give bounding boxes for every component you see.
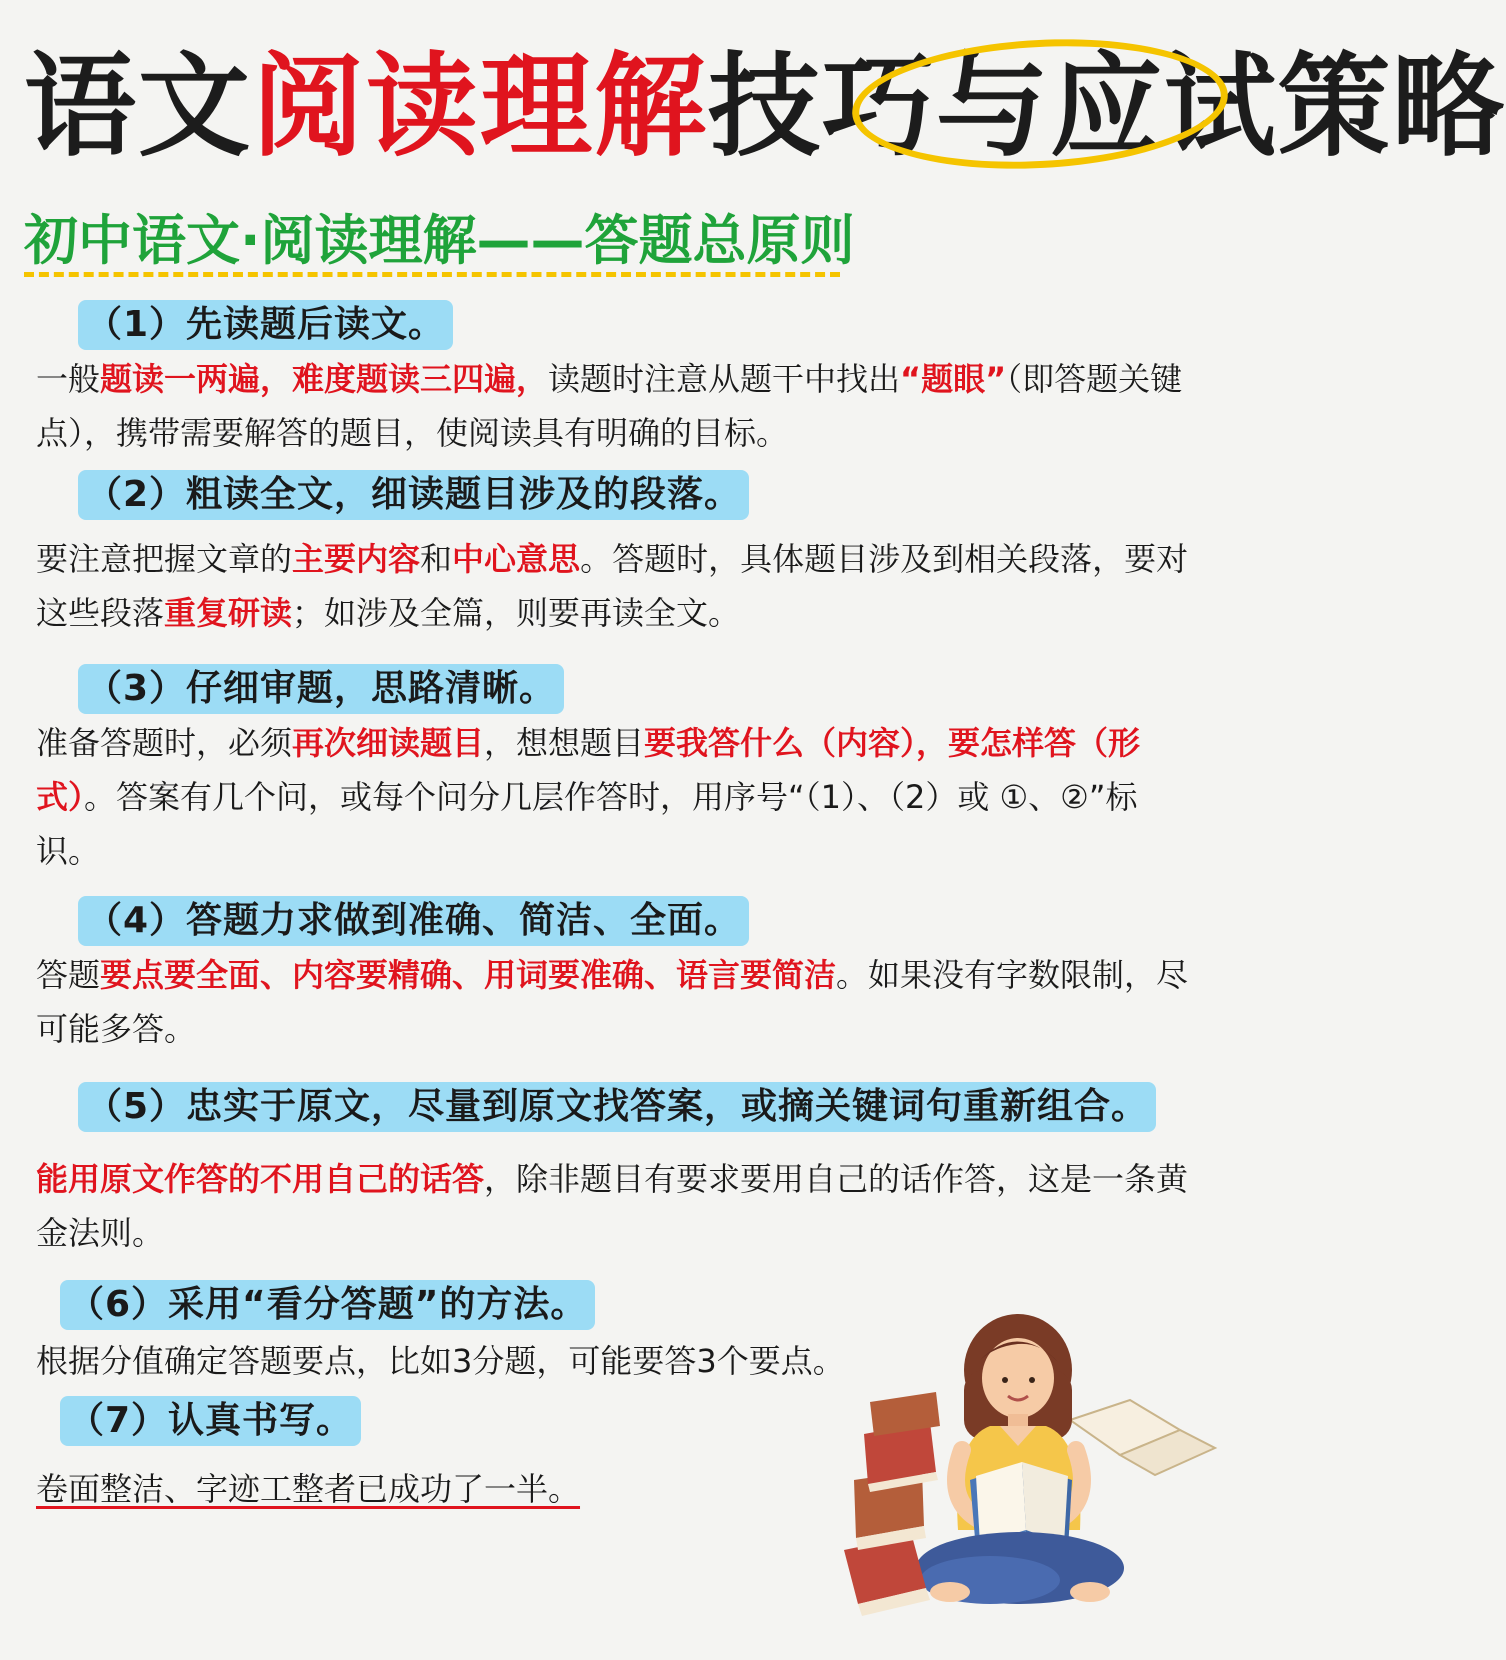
section-4-emphasis: 要点要全面、内容要精确、用词要准确、语言要简洁 <box>100 956 837 994</box>
section-3-emphasis: 要我答什么（内容），要怎样答（形式） <box>36 724 1141 816</box>
section-5-heading: （5）忠实于原文，尽量到原文找答案，或摘关键词句重新组合。 <box>78 1082 1156 1132</box>
title-part-4: 应试策略 <box>1050 42 1506 172</box>
section-7-part: 卷面整洁、字迹工整者已成功了一半。 <box>36 1470 581 1508</box>
section-4-heading: （4）答题力求做到准确、简洁、全面。 <box>78 896 749 946</box>
section-3-heading: （3）仔细审题，思路清晰。 <box>78 664 564 714</box>
section-1-emphasis: 题读一两遍，难度题读三四遍， <box>100 360 549 398</box>
section-1-part: （即答题关键点），携带需要解答的题目，使阅读具有明确的目标。 <box>36 360 1183 452</box>
section-6-text <box>36 1334 896 1388</box>
page-subtitle: 初中语文·阅读理解——答题总原则 <box>24 209 855 272</box>
section-5-part: ，除非题目有要求要用自己的话作答，这是一条黄金法则。 <box>36 1160 1189 1252</box>
section-1-part: 读题时注意从题干中找出 <box>548 360 901 398</box>
section-1-emphasis: “题眼” <box>900 360 1007 398</box>
section-3-text <box>36 716 1196 878</box>
section-6-part: 根据分值确定答题要点，比如3分题，可能要答3个要点。 <box>36 1342 845 1380</box>
title-part-3: 技巧与 <box>708 42 1050 172</box>
section-2-text <box>36 532 1196 640</box>
section-4-part: 。如果没有字数限制，尽可能多答。 <box>36 956 1189 1048</box>
section-6-heading: （6）采用“看分答题”的方法。 <box>60 1280 595 1330</box>
page-title <box>24 42 1506 172</box>
section-1-heading: （1）先读题后读文。 <box>78 300 453 350</box>
section-1-text <box>36 352 1196 460</box>
section-2-part: ；如涉及全篇，则要再读全文。 <box>292 594 741 632</box>
section-1-part: 一般 <box>36 360 101 398</box>
subtitle-dashed-underline <box>24 272 840 277</box>
section-5-text <box>36 1152 1196 1260</box>
section-3-emphasis: 再次细读题目 <box>292 724 485 762</box>
title-part-1: 语文 <box>24 42 252 172</box>
girl-reading-with-books-icon <box>840 1330 1230 1630</box>
section-2-part: 和 <box>420 540 453 578</box>
section-2-emphasis: 重复研读 <box>164 594 293 632</box>
section-2-heading: （2）粗读全文，细读题目涉及的段落。 <box>78 470 749 520</box>
section-7-heading: （7）认真书写。 <box>60 1396 361 1446</box>
section-5-emphasis: 能用原文作答的不用自己的话答 <box>36 1160 485 1198</box>
section-2-emphasis: 主要内容 <box>292 540 421 578</box>
section-2-part: 要注意把握文章的 <box>36 540 293 578</box>
section-3-part: 准备答题时，必须 <box>36 724 293 762</box>
section-3-part: 。答案有几个问，或每个问分几层作答时，用序号“（1）、（2）或 ①、②”标识。 <box>36 778 1138 870</box>
section-2-emphasis: 中心意思 <box>452 540 581 578</box>
section-4-text <box>36 948 1196 1056</box>
section-7-text <box>36 1462 796 1516</box>
section-3-part: ，想想题目 <box>484 724 645 762</box>
section-2-part: 。答题时，具体题目涉及到相关段落，要对这些段落 <box>36 540 1189 632</box>
section-4-part: 答题 <box>36 956 101 994</box>
title-part-2: 阅读理解 <box>252 42 708 172</box>
